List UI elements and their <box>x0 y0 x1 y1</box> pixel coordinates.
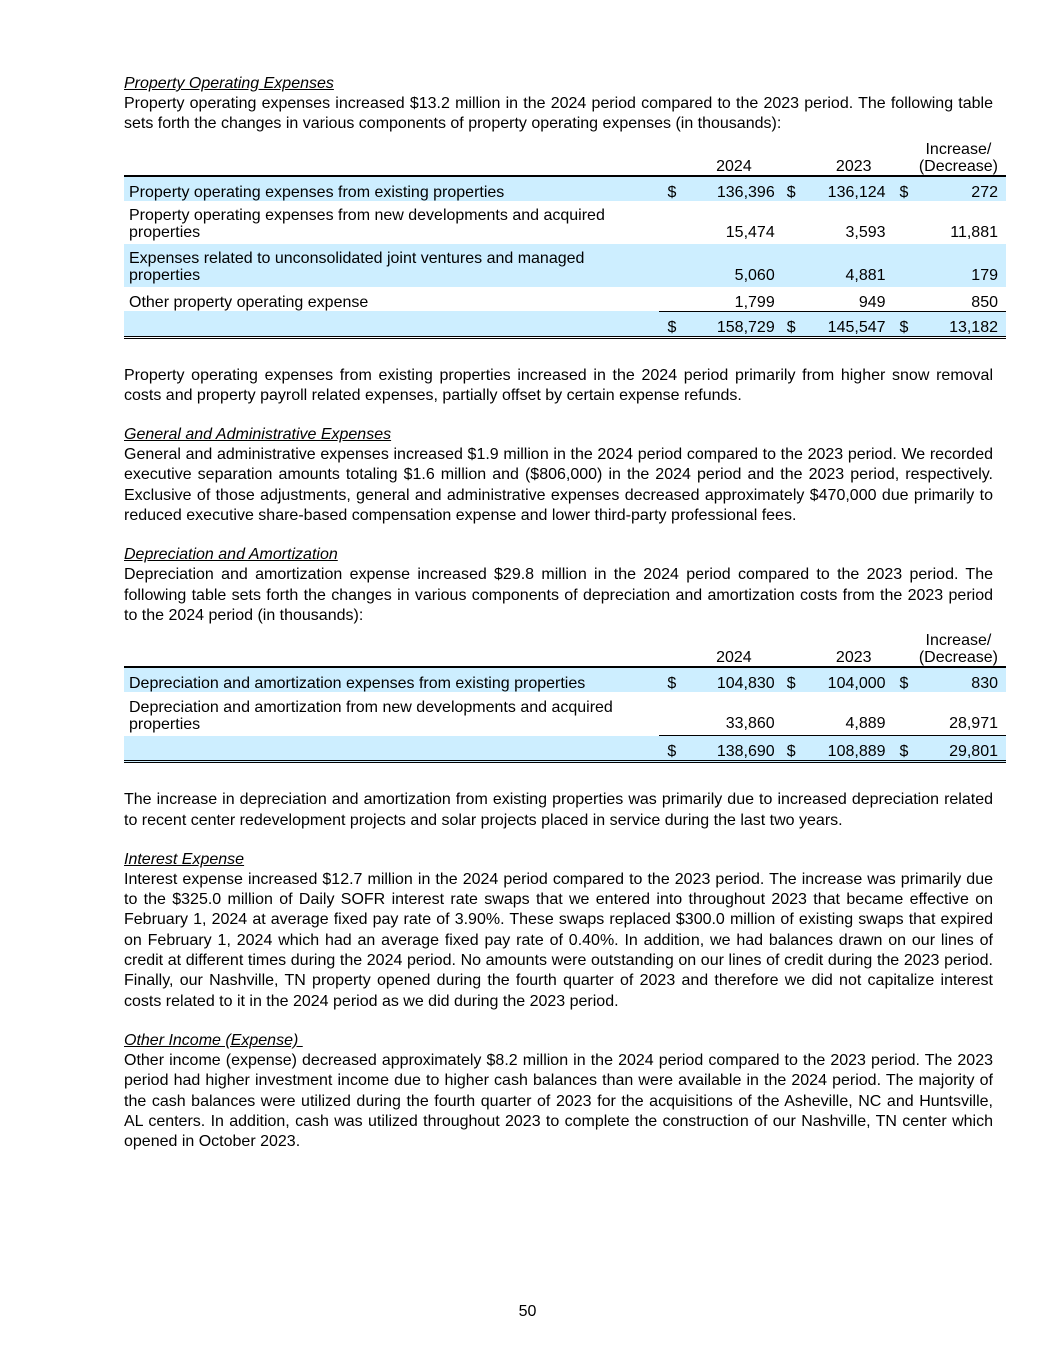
currency-symbol: $ <box>659 176 688 201</box>
value-2023: 949 <box>858 293 886 311</box>
value-2024: 136,396 <box>689 176 779 201</box>
paragraph-other-income-expense: Other income (expense) decreased approximately $8.2 million in the 2024 period compared to the 2023 period. The 2023 period had higher investment income due to higher cash balances than were available in the 2024 period. The majority of the cash balances were utilized during the fourth quarter of 2023 for the acquisitions of the Asheville, NC and Huntsville, AL centers. In addition, cash was utilized throughout 2023 to complete the construction of our Nashville, TN center which opened in October 2023. <box>124 1051 993 1151</box>
heading-property-operating-expenses: Property Operating Expenses <box>124 75 334 92</box>
table-header-row <box>124 630 1006 667</box>
value-2023: 3,593 <box>845 223 886 241</box>
currency-symbol <box>890 692 919 736</box>
value-change: 28,971 <box>949 715 998 733</box>
row-label: Depreciation and amortization expenses from existing properties <box>124 667 659 692</box>
value-change: 272 <box>919 176 1006 201</box>
total-change: 13,182 <box>919 311 1006 337</box>
table-row <box>124 176 1006 201</box>
heading-other-income-expense: Other Income (Expense) <box>124 1031 303 1049</box>
row-label: Property operating expenses from existing properties <box>124 176 659 201</box>
total-2023: 145,547 <box>808 311 890 337</box>
table-row <box>124 667 1006 692</box>
value-2024: 33,860 <box>725 715 775 733</box>
currency-symbol: $ <box>890 311 919 337</box>
value-2024: 15,474 <box>725 223 775 241</box>
header-2024: 2024 <box>716 649 752 667</box>
currency-symbol: $ <box>779 311 808 337</box>
table-total-row <box>124 736 1006 762</box>
row-label: Expenses related to unconsolidated joint ventures and managed properties <box>129 249 585 284</box>
header-increase-line: Increase/ <box>925 632 992 650</box>
currency-symbol: $ <box>779 176 808 201</box>
currency-symbol <box>890 287 919 312</box>
table-row <box>124 201 1006 244</box>
paragraph-general-administrative: General and administrative expenses increased $1.9 million in the 2024 period compared to the 2023 period. We recorded executive separation amounts totaling $1.6 million and ($806,000) in the 2024 period and the 2023 period, respectively. Exclusive of those adjustments, general and administrative expenses decreased approximately $470,000 due primarily to reduced executive share-based compensation expense and lower third-party professional fees. <box>124 446 993 525</box>
value-2023: 136,124 <box>808 176 890 201</box>
value-change: 850 <box>971 293 998 311</box>
paragraph-property-operating-intro: Property operating expenses increased $13.2 million in the 2024 period compared to the 2023 period. The following table sets forth the changes in various components of property operating expenses (in thousands): <box>124 95 993 133</box>
total-2024: 158,729 <box>689 311 779 337</box>
total-change: 29,801 <box>919 736 1006 762</box>
paragraph-depreciation-intro: Depreciation and amortization expense increased $29.8 million in the 2024 period compared to the 2023 period. The following table sets forth the changes in various components of depreciation and amortization costs from the 2023 period to the 2024 period (in thousands): <box>124 566 993 624</box>
table-total-row <box>124 311 1006 337</box>
currency-symbol <box>779 287 808 312</box>
currency-symbol <box>659 692 688 736</box>
heading-general-administrative: General and Administrative Expenses <box>124 426 392 444</box>
value-change: 179 <box>971 266 998 284</box>
currency-symbol: $ <box>779 736 808 762</box>
value-2023: 104,000 <box>808 667 890 692</box>
currency-symbol <box>779 201 808 244</box>
currency-symbol <box>779 692 808 736</box>
table-row <box>124 287 1006 312</box>
table-row <box>124 244 1006 287</box>
currency-symbol: $ <box>890 736 919 762</box>
value-change: 830 <box>919 667 1006 692</box>
currency-symbol: $ <box>659 667 688 692</box>
table-row <box>124 692 1006 736</box>
table-property-operating-expenses <box>124 139 1006 339</box>
header-decrease-line: (Decrease) <box>918 649 998 667</box>
currency-symbol <box>659 201 688 244</box>
currency-symbol <box>779 244 808 287</box>
total-2024: 138,690 <box>689 736 779 762</box>
header-increase-line: Increase/ <box>925 140 992 158</box>
header-decrease-line: (Decrease) <box>918 157 998 175</box>
currency-symbol <box>659 244 688 287</box>
paragraph-property-operating-after: Property operating expenses from existing properties increased in the 2024 period primarily from higher snow removal costs and property payroll related expenses, partially offset by certain expense refunds. <box>124 366 993 404</box>
total-2023: 108,889 <box>808 736 890 762</box>
header-2023: 2023 <box>835 649 872 667</box>
value-2024: 5,060 <box>734 266 775 284</box>
currency-symbol: $ <box>890 176 919 201</box>
heading-interest-expense: Interest Expense <box>124 850 245 868</box>
header-2024: 2024 <box>716 157 752 175</box>
value-2024: 1,799 <box>734 293 775 311</box>
row-label: Property operating expenses from new developments and acquired properties <box>129 206 605 241</box>
currency-symbol: $ <box>659 311 688 337</box>
page-number: 50 <box>518 1303 537 1320</box>
paragraph-depreciation-after: The increase in depreciation and amortization from existing properties was primarily due to increased depreciation related to recent center redevelopment projects and solar projects placed in service during the last two years. <box>124 791 993 829</box>
header-increase-decrease <box>919 139 1006 176</box>
currency-symbol <box>890 244 919 287</box>
row-label: Depreciation and amortization from new developments and acquired properties <box>129 698 613 733</box>
heading-depreciation-amortization: Depreciation and Amortization <box>124 546 338 564</box>
value-2023: 4,881 <box>845 266 886 284</box>
value-change: 11,881 <box>950 223 998 241</box>
header-increase-decrease <box>919 630 1006 667</box>
currency-symbol <box>659 287 688 312</box>
table-header-row <box>124 139 1006 176</box>
currency-symbol <box>890 201 919 244</box>
currency-symbol: $ <box>779 667 808 692</box>
row-label: Other property operating expense <box>129 294 369 312</box>
page-content <box>124 74 998 1152</box>
header-2023: 2023 <box>835 157 872 175</box>
paragraph-interest-expense: Interest expense increased $12.7 million in the 2024 period compared to the 2023 period. The increase was primarily due to the $325.0 million of Daily SOFR interest rate swaps that we entered into throughout 2023 that became effective on February 1, 2024 at average fixed pay rate of 3.90%. These swaps replaced $300.0 million of existing swaps that expired on February 1, 2024 which had an average fixed pay rate of 0.40%. In addition, we had balances drawn on our lines of credit at different times during the 2024 period. No amounts were outstanding on our lines of credit during the 2023 period. Finally, our Nashville, TN property opened during the fourth quarter of 2023 and therefore we did not capitalize interest costs related to it in the 2024 period as we did during the 2023 period. <box>124 870 993 1010</box>
currency-symbol: $ <box>659 736 688 762</box>
table-depreciation-amortization <box>124 630 1006 763</box>
value-2024: 104,830 <box>689 667 779 692</box>
currency-symbol: $ <box>890 667 919 692</box>
value-2023: 4,889 <box>845 715 886 733</box>
